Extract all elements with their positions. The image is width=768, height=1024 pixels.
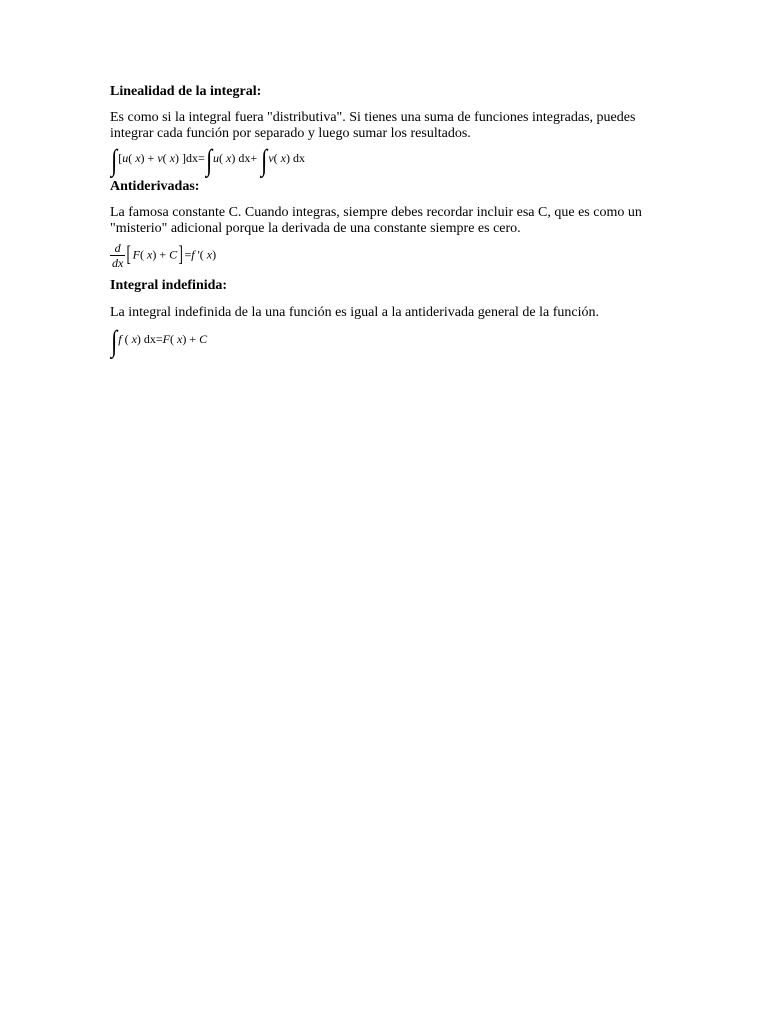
plus-sign: + [147, 151, 155, 165]
formula-antiderivative: $\frac{d}{dx}$ [F( x) + C]=f '( x) [112, 241, 217, 270]
func-u: u [122, 151, 129, 165]
section-heading-linearity: Linealidad de la integral: [110, 84, 262, 99]
const-C: C [169, 247, 178, 262]
plus-sign: + [159, 247, 167, 262]
var-x: x [131, 332, 137, 346]
bracket-open: [ [118, 151, 123, 165]
document-page [110, 84, 670, 357]
dx: dx [143, 332, 156, 346]
section-body-linearity: Es como si la integral fuera "distributiva". Si tienes una suma de funciones integradas, puedes integrar cada función por separado y luego sumar los resultados. [110, 110, 636, 141]
equals-sign: = [155, 332, 163, 346]
section-body-indefinite: La integral indefinida de la una función es igual a la antiderivada general de la función. [110, 305, 600, 320]
section-body-antiderivatives: La famosa constante C. Cuando integras, siempre debes recordar incluir esa C, que es como un "misterio" adicional porque la derivada de una constante siempre es cero. [110, 205, 642, 236]
integral-sign: ∫ [111, 144, 118, 177]
dx: dx [238, 151, 251, 165]
bracket-open: [ [126, 241, 132, 267]
const-C: C [199, 332, 208, 346]
func-v: v [268, 151, 274, 165]
fraction-denominator: dx [112, 256, 124, 270]
section-heading-antiderivatives: Antiderivadas: [110, 179, 200, 194]
func-v: v [157, 151, 163, 165]
func-F: F [132, 247, 140, 262]
equals-sign: = [197, 151, 205, 165]
formula-linearity: ∫[u( x) + v( x) ]dx=∫u( x) dx+ ∫v( x) dx [111, 144, 305, 177]
section-heading-indefinite: Integral indefinida: [110, 278, 228, 293]
func-f: f [118, 332, 122, 346]
var-x: x [135, 151, 141, 165]
plus-sign: + [250, 151, 258, 165]
integral-sign: ∫ [261, 144, 268, 177]
var-x: x [206, 247, 213, 262]
plus-sign: + [189, 332, 197, 346]
prime-mark: ' [197, 247, 200, 262]
integral-sign: ∫ [111, 325, 118, 358]
bracket-close: ] [178, 241, 183, 267]
dx: dx [292, 151, 305, 165]
formula-indefinite: ∫f ( x) dx=F( x) + C [111, 325, 208, 358]
dx: dx [185, 151, 198, 165]
derivative-fraction [110, 241, 125, 270]
var-x: x [280, 151, 286, 165]
func-F: F [162, 332, 171, 346]
integral-sign: ∫ [205, 144, 212, 177]
var-x: x [177, 332, 183, 346]
var-x: x [225, 151, 232, 165]
var-x: x [169, 151, 175, 165]
fraction-numerator: d [114, 241, 121, 255]
var-x: x [147, 247, 153, 262]
equals-sign: = [184, 247, 192, 262]
bracket-close: ] [181, 151, 186, 165]
func-u: u [212, 151, 219, 165]
func-f: f [191, 247, 195, 262]
